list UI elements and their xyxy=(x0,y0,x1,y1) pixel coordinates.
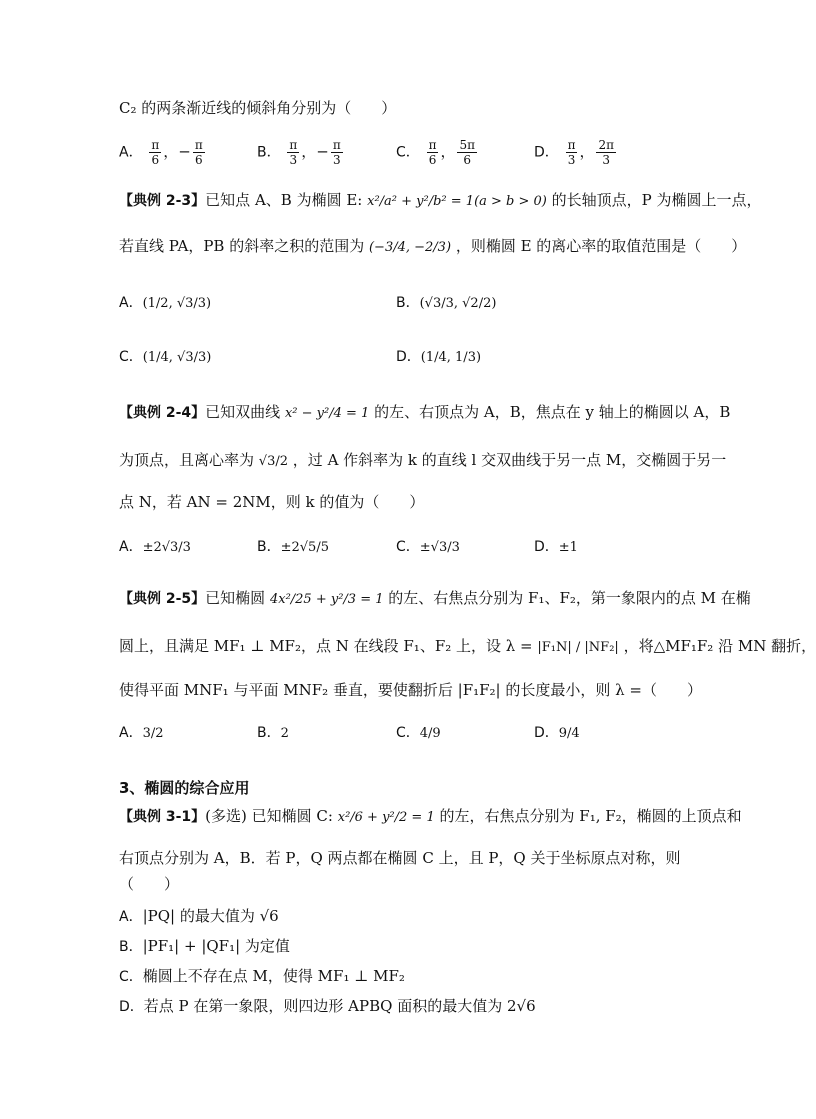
q24-option-b[interactable]: B．±2√5/5 xyxy=(257,539,329,555)
q25-line1: 【典例 2-5】已知椭圆 4x²/25 + y²/3 = 1 的左、右焦点分别为 F₁、F₂，第一象限内的点 M 在椭 xyxy=(119,589,751,607)
q23-option-d[interactable]: D．(1/4, 1/3) xyxy=(396,349,482,365)
q24-line3: 点 N，若 AN = 2NM，则 k 的值为（ ） xyxy=(119,493,425,511)
q31-line3: （ ） xyxy=(119,875,180,893)
q-prev-option-d[interactable]: D． $\frac{\pi}{3}$ ， $\frac{2\pi}{3}$ xyxy=(534,138,614,167)
q31-option-a[interactable]: A．|PQ| 的最大值为 √6 xyxy=(119,907,279,925)
q-prev-option-b[interactable]: B． $\frac{\pi}{3}$ ，− $\frac{\pi}{3}$ xyxy=(257,138,341,167)
q24-line1: 【典例 2-4】已知双曲线 x² − y²/4 = 1 的左、右顶点为 A，B，焦点在 y 轴上的椭圆以 A，B xyxy=(119,403,731,421)
q23-option-c[interactable]: C．(1/4, √3/3) xyxy=(119,349,212,365)
section-heading: 3、椭圆的综合应用 xyxy=(119,779,250,797)
q23-line2: 若直线 PA，PB 的斜率之积的范围为 (−3/4, −2/3) ，则椭圆 E 的离心率的取值范围是（ ） xyxy=(119,237,747,255)
q24-line2: 为顶点，且离心率为 √3/2 ，过 A 作斜率为 k 的直线 l 交双曲线于另一点 M，交椭圆于另一 xyxy=(119,451,727,469)
q23-line1: 【典例 2-3】已知点 A、B 为椭圆 E: x²/a² + y²/b² = 1(a > b > 0) 的长轴顶点，P 为椭圆上一点， xyxy=(119,191,762,209)
q-prev-option-a[interactable]: A． $\frac{\pi}{6}$ ，− $\frac{\pi}{6}$ xyxy=(119,138,203,167)
q31-option-c[interactable]: C．椭圆上不存在点 M，使得 MF₁ ⊥ MF₂ xyxy=(119,967,405,985)
q31-option-b[interactable]: B．|PF₁| + |QF₁| 为定值 xyxy=(119,937,290,955)
q23-option-b[interactable]: B．(√3/3, √2/2) xyxy=(396,295,497,311)
q23-ellipse-equation: x²/a² + y²/b² = 1(a > b > 0) xyxy=(367,194,547,209)
q25-line3: 使得平面 MNF₁ 与平面 MNF₂ 垂直，要使翻折后 |F₁F₂| 的长度最小，则 λ =（ ） xyxy=(119,681,702,699)
q25-lambda-ratio: |F₁N| / |NF₂| xyxy=(537,640,619,655)
q31-line1: 【典例 3-1】(多选) 已知椭圆 C: x²/6 + y²/2 = 1 的左，右焦点分别为 F₁, F₂，椭圆的上顶点和 xyxy=(119,807,742,825)
q25-line2: 圆上，且满足 MF₁ ⊥ MF₂，点 N 在线段 F₁、F₂ 上，设 λ = |F₁N| / |NF₂| ，将△MF₁F₂ 沿 MN 翻折， xyxy=(119,637,816,655)
q23-slope-range: (−3/4, −2/3) xyxy=(368,240,452,255)
q25-option-a[interactable]: A．3/2 xyxy=(119,725,164,741)
q24-option-a[interactable]: A．±2√3/3 xyxy=(119,539,191,555)
q23-option-a[interactable]: A．(1/2, √3/3) xyxy=(119,295,212,311)
q25-option-b[interactable]: B．2 xyxy=(257,725,289,741)
q31-option-d[interactable]: D．若点 P 在第一象限，则四边形 APBQ 面积的最大值为 2√6 xyxy=(119,997,536,1015)
q-prev-stem: C₂ 的两条渐近线的倾斜角分别为（ ） xyxy=(119,99,397,117)
q31-ellipse-equation: x²/6 + y²/2 = 1 xyxy=(337,810,435,825)
q25-option-d[interactable]: D．9/4 xyxy=(534,725,580,741)
q25-ellipse-equation: 4x²/25 + y²/3 = 1 xyxy=(269,592,384,607)
q24-option-d[interactable]: D．±1 xyxy=(534,539,578,555)
q24-eccentricity: √3/2 xyxy=(258,454,289,469)
q24-hyperbola-equation: x² − y²/4 = 1 xyxy=(284,406,370,421)
q25-option-c[interactable]: C．4/9 xyxy=(396,725,441,741)
q-prev-option-c[interactable]: C． $\frac{\pi}{6}$ ， $\frac{5\pi}{6}$ xyxy=(396,138,475,167)
q24-option-c[interactable]: C．±√3/3 xyxy=(396,539,460,555)
q31-line2: 右顶点分别为 A，B．若 P，Q 两点都在椭圆 C 上，且 P，Q 关于坐标原点对称，则 xyxy=(119,849,681,867)
